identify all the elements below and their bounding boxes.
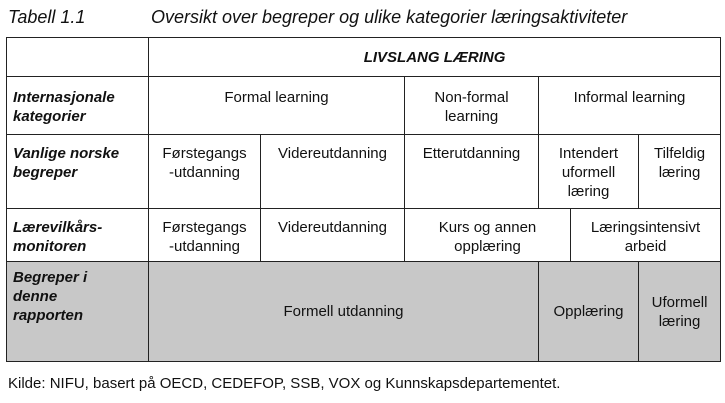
cell-incidental-learning: Tilfeldig læring bbox=[639, 135, 721, 209]
concept-table bbox=[6, 37, 721, 362]
cell-training: Opplæring bbox=[539, 262, 639, 362]
row-header-norwegian: Vanlige norske begreper bbox=[7, 135, 149, 209]
cell-informal-learning: Informal learning bbox=[539, 77, 721, 135]
empty-corner-cell bbox=[7, 38, 149, 77]
cell-further-education: Videreutdanning bbox=[261, 209, 405, 262]
cell-intended-informal-learning: Intendert uformell læring bbox=[539, 135, 639, 209]
row-header-monitor: Lærevilkårs- monitoren bbox=[7, 209, 149, 262]
cell-learning-intensive-work: Læringsintensivt arbeid bbox=[571, 209, 721, 262]
table-title: Oversikt over begreper og ulike kategorier læringsaktiviteter bbox=[151, 7, 628, 27]
cell-initial-education: Førstegangs -utdanning bbox=[149, 135, 261, 209]
table-row bbox=[7, 77, 721, 135]
table-caption bbox=[8, 6, 720, 32]
source-note: Kilde: NIFU, basert på OECD, CEDEFOP, SSB, VOX og Kunnskapsdepartementet. bbox=[8, 375, 561, 392]
cell-initial-education: Førstegangs -utdanning bbox=[149, 209, 261, 262]
table-row bbox=[7, 262, 721, 362]
cell-formal-learning: Formal learning bbox=[149, 77, 405, 135]
cell-further-education: Videreutdanning bbox=[261, 135, 405, 209]
table-row bbox=[7, 38, 721, 77]
row-header-international: Internasjonale kategorier bbox=[7, 77, 149, 135]
cell-formal-education: Formell utdanning bbox=[149, 262, 539, 362]
table-row bbox=[7, 135, 721, 209]
cell-non-formal-learning: Non-formal learning bbox=[405, 77, 539, 135]
row-header-report-concepts: Begreper i denne rapporten bbox=[7, 262, 149, 362]
table-number: Tabell 1.1 bbox=[8, 7, 86, 27]
cell-courses-and-training: Kurs og annen opplæring bbox=[405, 209, 571, 262]
cell-informal-learning-report: Uformell læring bbox=[639, 262, 721, 362]
table-row bbox=[7, 209, 721, 262]
cell-continuing-education: Etterutdanning bbox=[405, 135, 539, 209]
lifelong-learning-header: LIVSLANG LÆRING bbox=[149, 38, 721, 77]
